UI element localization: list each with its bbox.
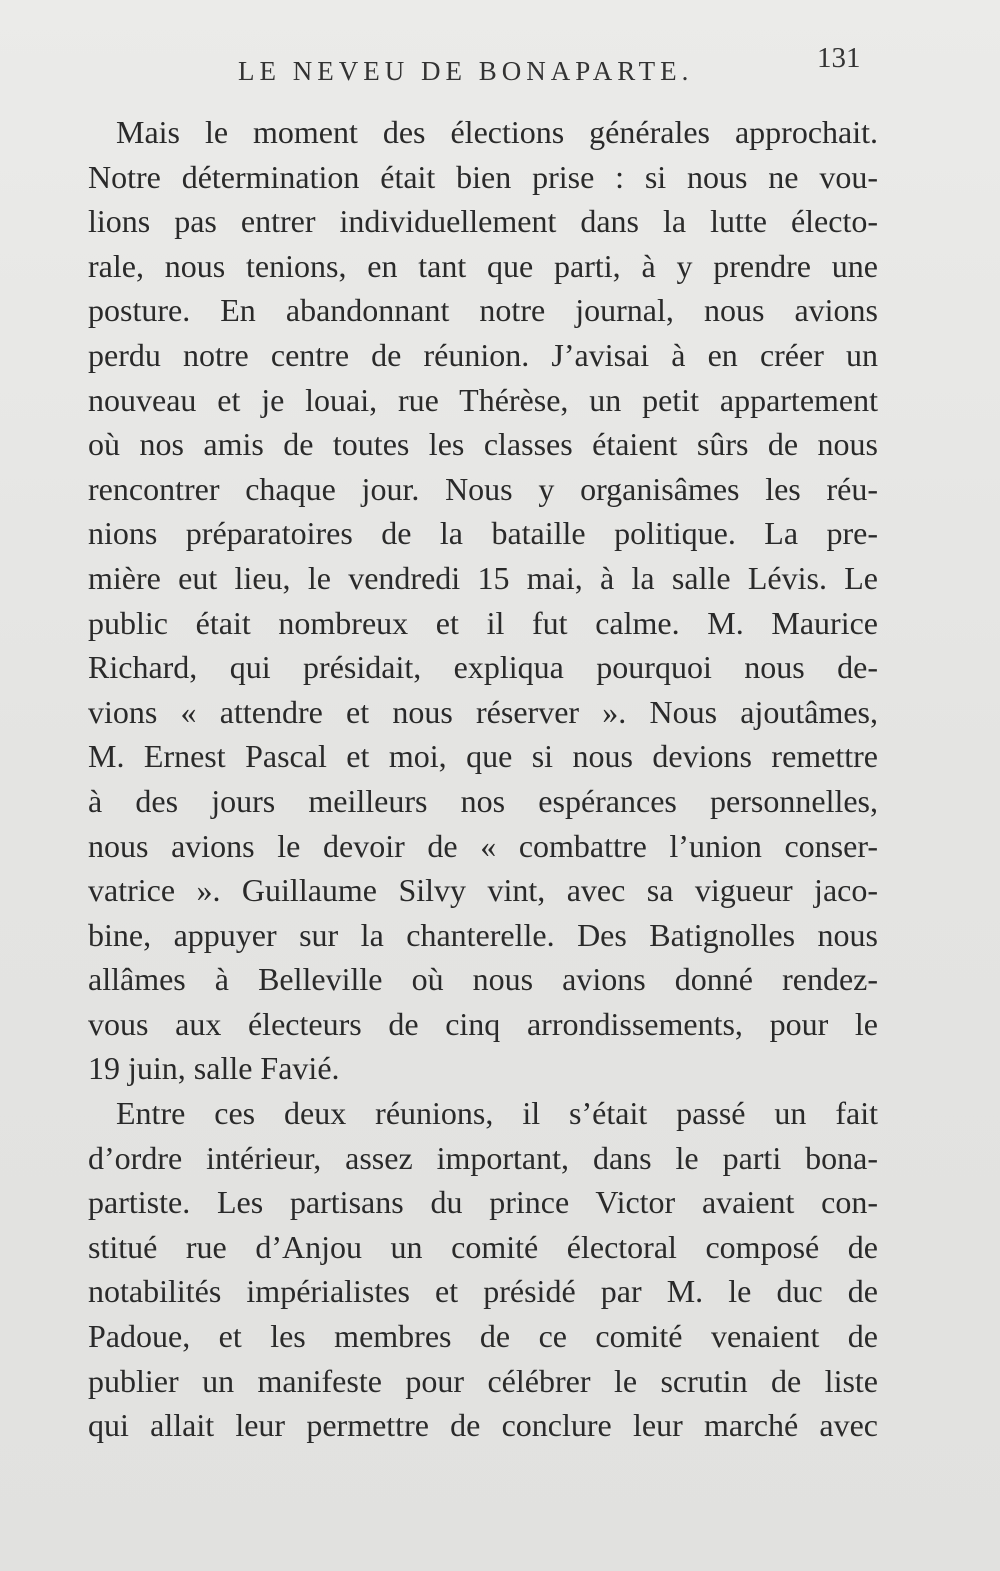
text-line: d’ordre intérieur, assez important, dans le parti bona- bbox=[88, 1139, 878, 1176]
text-line: bine, appuyer sur la chanterelle. Des Batignolles nous bbox=[88, 916, 878, 953]
text-line: 19 juin, salle Favié. bbox=[88, 1050, 340, 1087]
text-line: posture. En abandonnant notre journal, nous avions bbox=[88, 292, 878, 329]
text-line: lions pas entrer individuellement dans la lutte électo- bbox=[88, 203, 878, 240]
text-line: public était nombreux et il fut calme. M. Maurice bbox=[88, 604, 878, 641]
text-line: nouveau et je louai, rue Thérèse, un petit appartement bbox=[88, 381, 878, 418]
text-line: partiste. Les partisans du prince Victor avaient con- bbox=[88, 1184, 878, 1221]
text-line: Richard, qui présidait, expliqua pourquoi nous de- bbox=[88, 649, 878, 686]
text-line: Entre ces deux réunions, il s’était passé un fait bbox=[116, 1095, 878, 1132]
text-line: à des jours meilleurs nos espérances personnelles, bbox=[88, 782, 878, 819]
text-line: notabilités impérialistes et présidé par M. le duc de bbox=[88, 1273, 878, 1310]
text-line: mière eut lieu, le vendredi 15 mai, à la salle Lévis. Le bbox=[88, 559, 878, 596]
paragraph-2 bbox=[88, 1091, 878, 1448]
text-line: perdu notre centre de réunion. J’avisai à en créer un bbox=[88, 336, 878, 373]
paragraph-1 bbox=[88, 110, 878, 1091]
text-line: Mais le moment des élections générales approchait. bbox=[116, 114, 878, 150]
running-head: LE NEVEU DE BONAPARTE. bbox=[238, 56, 694, 86]
text-line: allâmes à Belleville où nous avions donné rendez- bbox=[88, 961, 878, 998]
text-line: M. Ernest Pascal et moi, que si nous devions remettre bbox=[88, 738, 878, 775]
text-line: rale, nous tenions, en tant que parti, à y prendre une bbox=[88, 247, 878, 284]
text-line: stitué rue d’Anjou un comité électoral composé de bbox=[88, 1228, 878, 1265]
text-line: publier un manifeste pour célébrer le scrutin de liste bbox=[88, 1362, 878, 1399]
text-line: nous avions le devoir de « combattre l’union conser- bbox=[88, 827, 878, 864]
page-number: 131 bbox=[817, 42, 861, 74]
body-text bbox=[88, 110, 878, 1448]
text-line: qui allait leur permettre de conclure leur marché avec bbox=[88, 1407, 878, 1444]
text-line: nions préparatoires de la bataille politique. La pre- bbox=[88, 515, 878, 552]
text-line: Notre détermination était bien prise : si nous ne vou- bbox=[88, 158, 878, 195]
text-line: vatrice ». Guillaume Silvy vint, avec sa vigueur jaco- bbox=[88, 872, 878, 909]
text-line: Padoue, et les membres de ce comité venaient de bbox=[88, 1318, 878, 1355]
text-line: vous aux électeurs de cinq arrondissements, pour le bbox=[88, 1005, 878, 1042]
text-line: où nos amis de toutes les classes étaient sûrs de nous bbox=[88, 426, 878, 463]
text-line: vions « attendre et nous réserver ». Nous ajoutâmes, bbox=[88, 693, 878, 730]
text-line: rencontrer chaque jour. Nous y organisâmes les réu- bbox=[88, 470, 878, 507]
